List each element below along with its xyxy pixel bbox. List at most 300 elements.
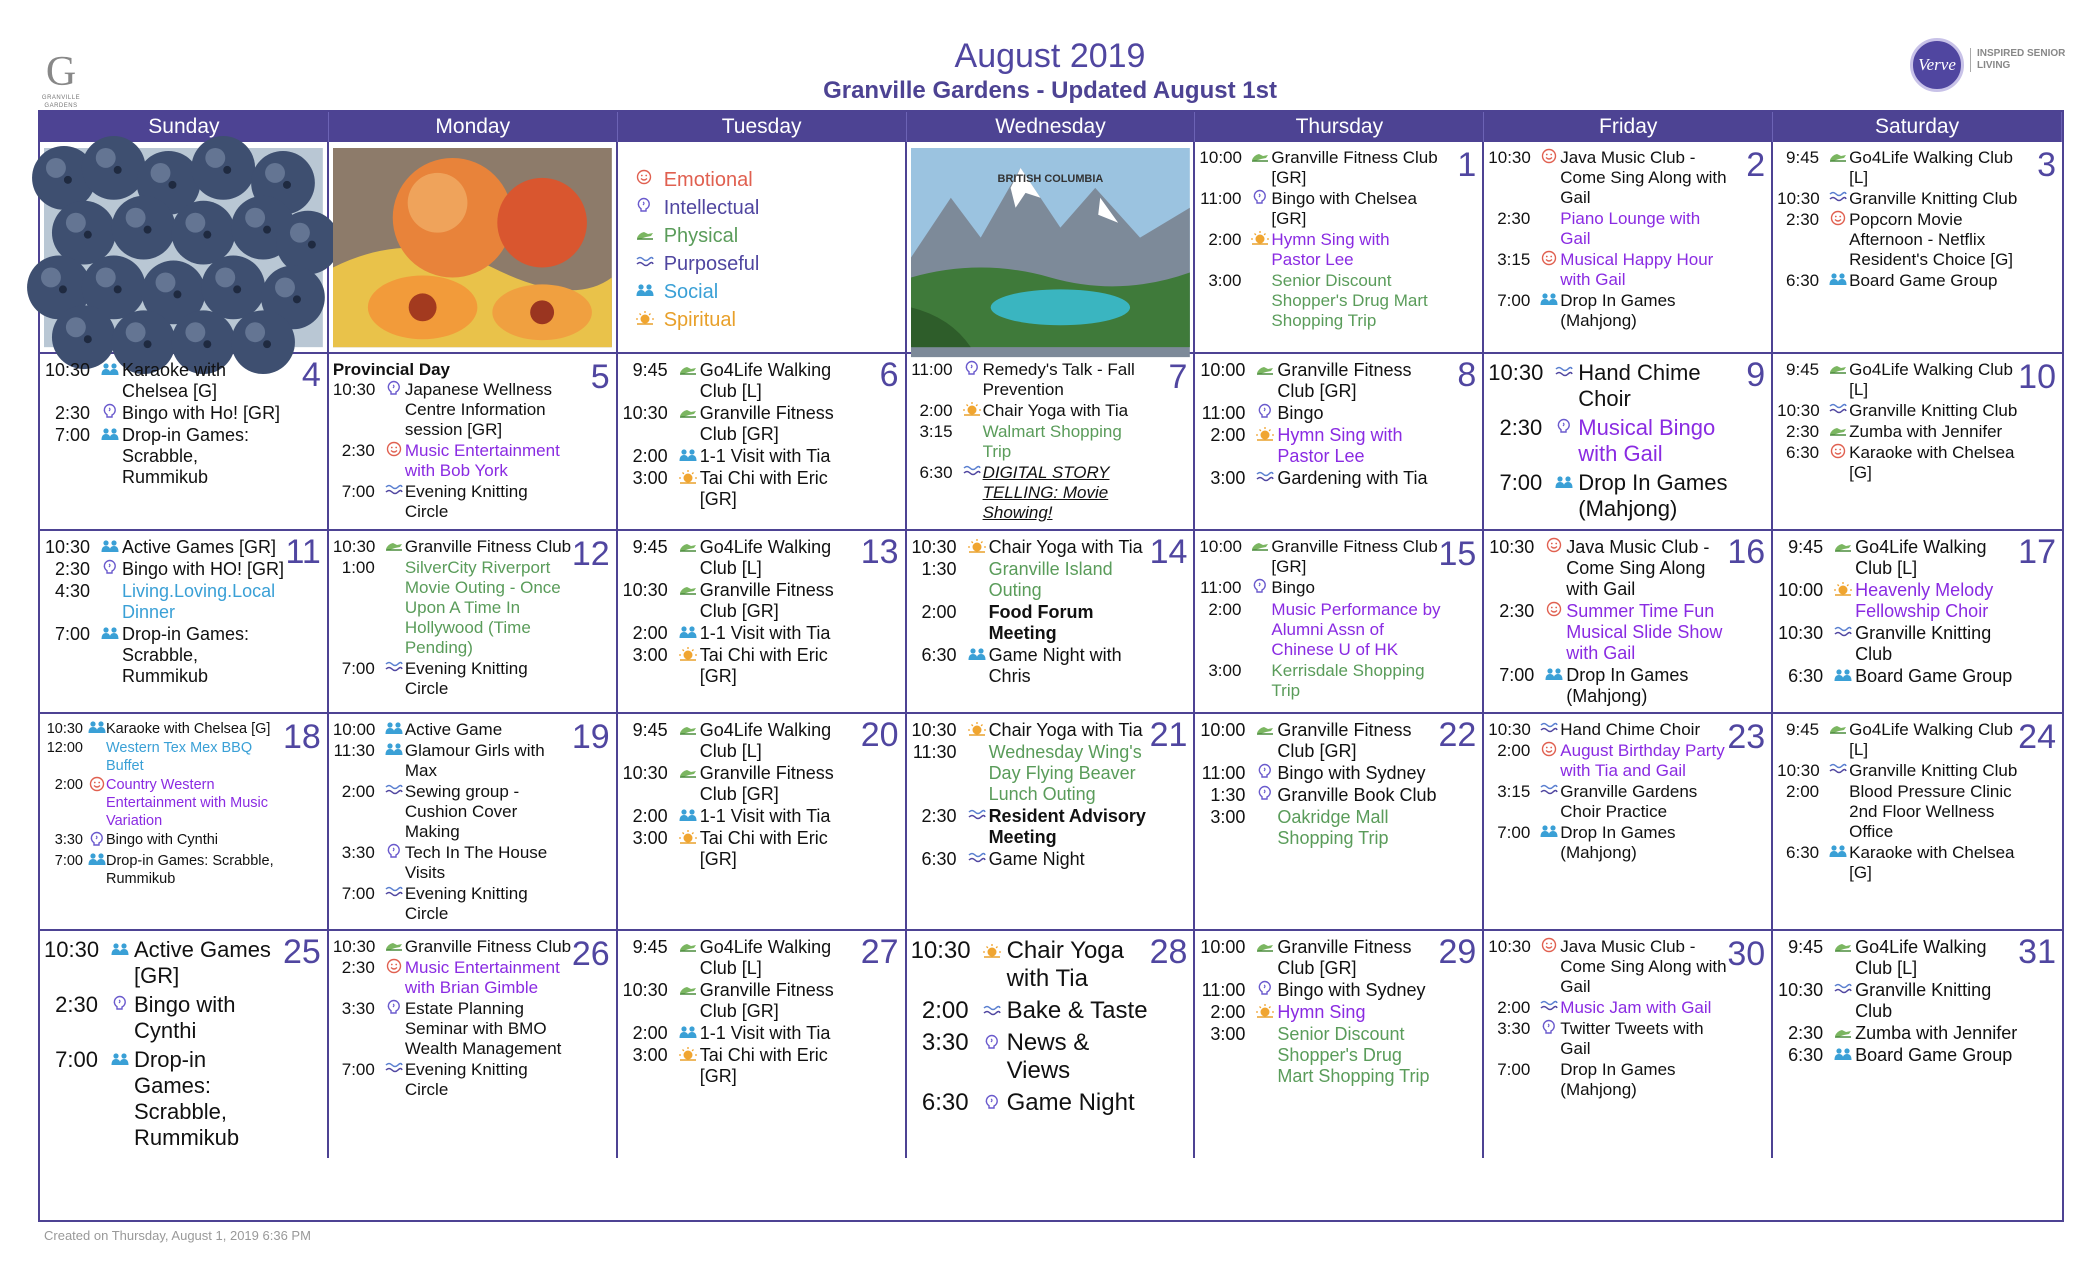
calendar-event[interactable] [44,720,287,738]
day-number: 1 [1457,146,1477,184]
calendar-event[interactable] [44,937,287,989]
calendar-event[interactable] [622,623,865,644]
calendar-event[interactable] [1777,360,2022,400]
calendar-event[interactable] [1199,148,1442,188]
event-title: Go4Life Walking Club [L] [1855,937,1987,978]
day-number: 23 [1727,718,1766,756]
calendar-event[interactable] [1199,578,1442,599]
legend-item-purposeful [636,250,899,278]
physical-icon [1253,720,1277,741]
day-cell-21 [907,714,1196,931]
event-title: Tech In The House Visits [404,843,548,882]
calendar-event[interactable] [1488,148,1731,208]
purposeful-icon [1831,623,1855,644]
calendar-event[interactable] [622,580,865,622]
event-time: 10:30 [622,580,668,600]
calendar-event[interactable] [333,659,576,699]
calendar-event[interactable] [1777,537,2022,579]
event-time: 10:00 [1200,360,1246,380]
calendar-event[interactable] [333,884,576,924]
event-time: 6:30 [1786,443,1820,462]
calendar-event[interactable] [1199,785,1442,806]
event-time: 9:45 [632,537,668,557]
calendar-event[interactable] [333,720,576,740]
physical-icon [383,937,405,957]
calendar-event[interactable] [1199,189,1442,229]
physical-icon [676,763,700,784]
event-time: 11:00 [911,360,953,379]
purposeful-icon [383,884,405,904]
calendar-event[interactable] [1488,998,1731,1018]
calendar-event[interactable] [44,360,287,402]
calendar-event[interactable] [911,720,1154,741]
event-time: 2:00 [921,602,957,622]
event-title: Bingo with Sydney [1277,763,1426,783]
day-cell-8 [1195,354,1484,531]
event-title: Drop-in Games: Scrabble, Rummikub [134,1047,240,1150]
event-time: 7:00 [54,853,83,869]
event-time: 10:30 [332,937,376,956]
event-time: 3:15 [1497,250,1531,269]
event-title: Music Jam with Gail [1560,998,1712,1017]
calendar-event[interactable] [1199,1002,1442,1023]
event-time: 6:30 [1786,843,1820,862]
calendar-event[interactable] [333,441,576,481]
event-time: 1:30 [921,559,957,579]
calendar-event[interactable] [911,602,1154,644]
social-icon [88,852,106,870]
emotional-icon [1827,443,1849,464]
event-time: 2:00 [1210,425,1246,445]
event-title: Granville Knitting Club [1855,623,1992,664]
calendar-event[interactable] [333,937,576,957]
calendar-event[interactable] [1199,271,1442,331]
calendar-event[interactable] [44,776,287,830]
calendar-event[interactable] [1199,661,1442,701]
event-time: 11:00 [1200,578,1242,597]
calendar-event[interactable] [1777,401,2022,421]
event-title: Sewing group - Cushion Cover Making [404,782,520,841]
event-title: SilverCity Riverport Movie Outing - Once Upon A Time In Hollywood (Time Pending) [404,558,561,657]
event-title: Granville Fitness Club [404,937,572,956]
event-title: Karaoke with Chelsea [G] [122,360,227,401]
event-time: 10:30 [1778,623,1824,643]
calendar-event[interactable] [1488,601,1731,664]
physical-icon [676,937,700,958]
calendar-event[interactable] [44,992,287,1044]
calendar-event[interactable] [1488,782,1731,822]
calendar-event[interactable] [333,482,576,522]
calendar-event[interactable] [44,1047,287,1151]
calendar-event[interactable] [622,468,865,510]
calendar-event[interactable] [911,401,1154,421]
event-title: Hand Chime Choir [1578,360,1701,411]
event-title: Karaoke with Chelsea [G] [1849,843,2015,882]
event-title: Granville Island Outing [988,559,1113,600]
day-header-thursday: Thursday [1195,112,1484,142]
calendar-event[interactable] [622,937,865,979]
calendar-event[interactable] [1777,1045,2022,1066]
calendar-event[interactable] [44,537,287,558]
physical-icon [676,360,700,381]
spiritual-icon [977,937,1007,965]
photo-cell [40,142,329,354]
calendar-event[interactable] [622,360,865,402]
calendar-event[interactable] [1777,148,2022,188]
event-title: Go4Life Walking Club [L] [1855,537,1987,578]
event-title: Evening Knitting Circle [404,884,528,923]
event-time: 10:30 [1488,720,1531,739]
social-icon [383,741,405,761]
calendar-event[interactable] [1777,443,2022,483]
calendar-event[interactable] [622,403,865,445]
intellectual-icon [977,1029,1007,1057]
photo-caption: BRITISH COLUMBIA [997,172,1103,185]
intellectual-icon [98,559,122,580]
intellectual-icon [1253,403,1277,424]
day-number: 12 [571,535,610,573]
social-icon [1827,271,1849,291]
day-cell-5 [329,354,618,531]
event-title: Wednesday Wing's Day Flying Beaver Lunch Outing [988,742,1142,804]
social-icon [98,425,122,446]
calendar-event[interactable] [1488,537,1731,600]
legend-label: Social [663,281,719,303]
purposeful-icon [977,997,1007,1025]
event-time: 10:00 [1778,580,1824,600]
day-cell-25 [40,931,329,1158]
event-time: 9:45 [1786,148,1820,167]
event-time: 10:30 [332,380,376,399]
calendar-event[interactable] [911,559,1154,601]
calendar-event[interactable] [44,581,287,623]
social-icon [1831,1045,1855,1066]
calendar-event[interactable] [1488,1019,1731,1059]
event-title: Drop-in Games: Scrabble, Rummikub [122,624,250,686]
logo-letter: G [45,49,77,95]
event-time: 2:30 [1499,601,1535,621]
calendar-event[interactable] [911,937,1154,993]
event-title: Tai Chi with Eric [GR] [699,828,828,869]
event-title: Drop In Games (Mahjong) [1560,823,1676,862]
event-time: 10:30 [1488,148,1531,167]
event-title: Evening Knitting Circle [404,659,528,698]
day-cell-13 [618,531,907,714]
calendar-event[interactable] [333,782,576,842]
event-time: 11:00 [1201,763,1246,783]
event-time: 10:30 [44,537,90,557]
calendar-event[interactable] [622,806,865,827]
event-time: 2:00 [1210,1002,1246,1022]
calendar-event[interactable] [911,1089,1154,1117]
event-title: Granville Fitness Club [GR] [699,763,834,804]
event-time: 2:00 [921,997,969,1024]
event-title: 1-1 Visit with Tia [699,1023,831,1043]
day-number: 13 [860,533,899,571]
event-time: 3:30 [341,999,375,1018]
event-time: 2:00 [1497,998,1531,1017]
event-title: Granville Fitness Club [GR] [699,403,834,444]
calendar-event[interactable] [1777,623,2022,665]
calendar-event[interactable] [1488,665,1731,707]
calendar-event[interactable] [1488,291,1731,331]
calendar-event[interactable] [1488,1060,1731,1100]
calendar-event[interactable] [1488,250,1731,290]
spiritual-icon [676,468,700,489]
event-title: Musical Happy Hour with Gail [1560,250,1714,289]
emotional-icon [1827,210,1849,231]
event-time: 3:30 [54,832,83,848]
event-time: 10:00 [1200,937,1246,957]
calendar-event[interactable] [911,742,1154,805]
event-title: Senior Discount Shopper's Drug Mart Shopping Trip [1277,1024,1430,1086]
purposeful-icon [1827,401,1849,421]
event-time: 2:30 [921,806,957,826]
calendar-event[interactable] [622,446,865,467]
day-number: 11 [285,533,321,571]
event-time: 3:00 [1208,271,1242,290]
event-title: Bingo with Ho! [GR] [122,403,281,423]
day-header-sunday: Sunday [40,112,329,142]
event-title: Chair Yoga with Tia [988,537,1143,557]
event-title: Active Games [GR] [122,537,277,557]
purposeful-icon [1827,189,1849,209]
social-icon [1831,666,1855,687]
event-title: Senior Discount Shopper's Drug Mart Shopping Trip [1271,271,1428,330]
day-cell-28 [907,931,1196,1158]
event-title: Granville Knitting Club [1849,761,2018,780]
calendar-event[interactable] [333,741,576,781]
calendar-event[interactable] [1488,360,1731,412]
calendar-event[interactable] [44,831,287,851]
calendar-event[interactable] [911,645,1154,687]
calendar-event[interactable] [1777,1023,2022,1044]
spiritual-icon [676,1045,700,1066]
calendar-event[interactable] [1777,843,2022,883]
social-icon [676,806,700,827]
calendar-event[interactable] [1199,537,1442,577]
calendar-event[interactable] [911,849,1154,870]
calendar-event[interactable] [1777,210,2022,270]
event-time: 10:30 [332,537,376,556]
physical-icon [383,537,405,557]
calendar-event[interactable] [911,1029,1154,1085]
calendar-event[interactable] [1488,741,1731,781]
event-time: 2:00 [1208,230,1242,249]
calendar-event[interactable] [622,980,865,1022]
calendar-event[interactable] [1199,468,1442,489]
calendar-event[interactable] [1488,470,1731,522]
event-time: 9:45 [1786,720,1820,739]
calendar-event[interactable] [1199,937,1442,979]
blueberries-photo [44,148,323,347]
event-title: Active Games [GR] [134,937,271,988]
day-number: 22 [1438,716,1477,754]
physical-icon [676,980,700,1001]
day-header-saturday: Saturday [1773,112,2062,142]
calendar-event[interactable] [911,422,1154,462]
calendar-event[interactable] [1199,360,1442,402]
calendar-event[interactable] [1199,720,1442,762]
purposeful-icon [1538,720,1560,740]
event-time: 7:00 [341,482,375,501]
event-time: 3:30 [1497,1019,1531,1038]
calendar-event[interactable] [333,558,576,658]
event-time: 3:15 [919,422,953,441]
event-time: 11:30 [912,742,957,762]
day-number: 28 [1149,933,1188,971]
calendar-event[interactable] [622,537,865,579]
emotional-icon [1542,601,1566,622]
calendar-event[interactable] [333,537,576,557]
calendar-event[interactable] [1488,937,1731,997]
event-title: Tai Chi with Eric [GR] [699,645,828,686]
day-header-wednesday: Wednesday [907,112,1196,142]
calendar-event[interactable] [44,624,287,687]
event-time: 2:30 [341,958,375,977]
calendar-event[interactable] [1488,823,1731,863]
calendar-event[interactable] [911,463,1154,523]
calendar-event[interactable] [333,958,576,998]
calendar-event[interactable] [622,720,865,762]
calendar-event[interactable] [333,843,576,883]
calendar-event[interactable] [1488,720,1731,740]
intellectual-icon [383,999,405,1020]
calendar-event[interactable] [44,739,287,775]
event-time: 2:30 [1788,1023,1824,1043]
calendar-event[interactable] [1777,422,2022,442]
calendar-event[interactable] [333,999,576,1059]
calendar-event[interactable] [1777,761,2022,781]
verve-tagline: INSPIRED SENIOR LIVING [1970,48,2070,72]
event-title: Music Entertainment with Brian Gimble [404,958,560,997]
calendar-grid [38,110,2064,1222]
social-icon [636,278,664,306]
calendar-event[interactable] [1199,980,1442,1001]
social-icon [98,624,122,645]
day-number: 25 [283,933,321,971]
purposeful-icon [1538,782,1560,802]
calendar-event[interactable] [1777,980,2022,1022]
calendar-event[interactable] [1199,600,1442,660]
calendar-event[interactable] [44,852,287,888]
calendar-event[interactable] [622,1045,865,1087]
event-time: 11:00 [1201,403,1246,423]
calendar-event[interactable] [911,537,1154,558]
calendar-event[interactable] [1488,209,1731,249]
legend-item-intellectual [636,194,899,222]
social-icon [676,446,700,467]
physical-icon [676,580,700,601]
day-cell-11 [40,531,329,714]
event-title: Food Forum Meeting [988,602,1094,643]
calendar-event[interactable] [911,360,1154,400]
day-cell-29 [1195,931,1484,1158]
event-time: 10:30 [1488,360,1544,385]
event-title: Resident Advisory Meeting [988,806,1146,847]
spiritual-icon [961,401,983,421]
social-icon [1550,470,1578,496]
calendar-event[interactable] [622,1023,865,1044]
calendar-event[interactable] [333,1060,576,1100]
calendar-event[interactable] [622,645,865,687]
day-cell-24 [1773,714,2062,931]
calendar-event[interactable] [1199,1024,1442,1087]
calendar-event[interactable] [44,559,287,580]
day-cell-23 [1484,714,1773,931]
calendar-event[interactable] [1199,763,1442,784]
calendar-event[interactable] [1777,189,2022,209]
photo-cell [907,142,1196,354]
physical-icon [1253,937,1277,958]
event-time: 10:30 [44,360,90,380]
event-title: Hymn Sing with Pastor Lee [1271,230,1390,269]
calendar-event[interactable] [911,997,1154,1025]
calendar-event[interactable] [1777,782,2022,842]
social-icon [88,720,106,738]
calendar-event[interactable] [622,828,865,870]
calendar-event[interactable] [1199,403,1442,424]
physical-icon [636,222,664,250]
event-title: Java Music Club - Come Sing Along with Gail [1560,148,1727,207]
day-cell-1 [1195,142,1484,354]
emotional-icon [383,441,405,462]
event-time: 7:00 [1499,665,1535,685]
event-title: Estate Planning Seminar with BMO Wealth Management [404,999,562,1058]
footer-created-on: Created on Thursday, August 1, 2019 6:36 PM [44,1228,311,1243]
purposeful-icon [383,1060,405,1080]
social-icon [1538,823,1560,843]
emotional-icon [1538,250,1560,271]
day-cell-27 [618,931,907,1158]
logo-text: GRANVILLE GARDENS [41,95,81,109]
physical-icon [1831,537,1855,558]
calendar-event[interactable] [1199,807,1442,849]
event-title: Granville Fitness Club [GR] [699,580,834,621]
calendar-event[interactable] [333,380,576,440]
calendar-event[interactable] [44,425,287,488]
calendar-event[interactable] [1199,425,1442,467]
calendar-event[interactable] [1777,271,2022,291]
event-time: 7:00 [54,624,90,644]
calendar-event[interactable] [44,403,287,424]
event-time: 10:30 [1778,980,1824,1000]
day-cell-6 [618,354,907,531]
event-time: 6:30 [921,645,957,665]
event-title: Hymn Sing with Pastor Lee [1277,425,1403,466]
intellectual-icon [1249,189,1271,210]
event-time: 7:00 [55,1047,98,1072]
day-cell-9 [1484,354,1773,531]
calendar-event[interactable] [1777,666,2022,687]
calendar-event[interactable] [1199,230,1442,270]
event-title: Music Performance by Alumni Assn of Chinese U of HK [1271,600,1441,659]
event-time: 10:30 [1777,189,1820,208]
event-time: 2:00 [1786,782,1820,801]
event-time: 2:00 [632,806,668,826]
day-cell-17 [1773,531,2062,714]
calendar-event[interactable] [1777,720,2022,760]
calendar-event[interactable] [1488,415,1731,467]
event-time: 10:30 [1488,937,1531,956]
event-title: Board Game Group [1849,271,1998,290]
calendar-event[interactable] [1777,580,2022,622]
calendar-event[interactable] [1777,937,2022,979]
calendar-event[interactable] [622,763,865,805]
event-title: Bake & Taste [1006,997,1148,1024]
calendar-event[interactable] [911,806,1154,848]
event-title: 1-1 Visit with Tia [699,446,831,466]
